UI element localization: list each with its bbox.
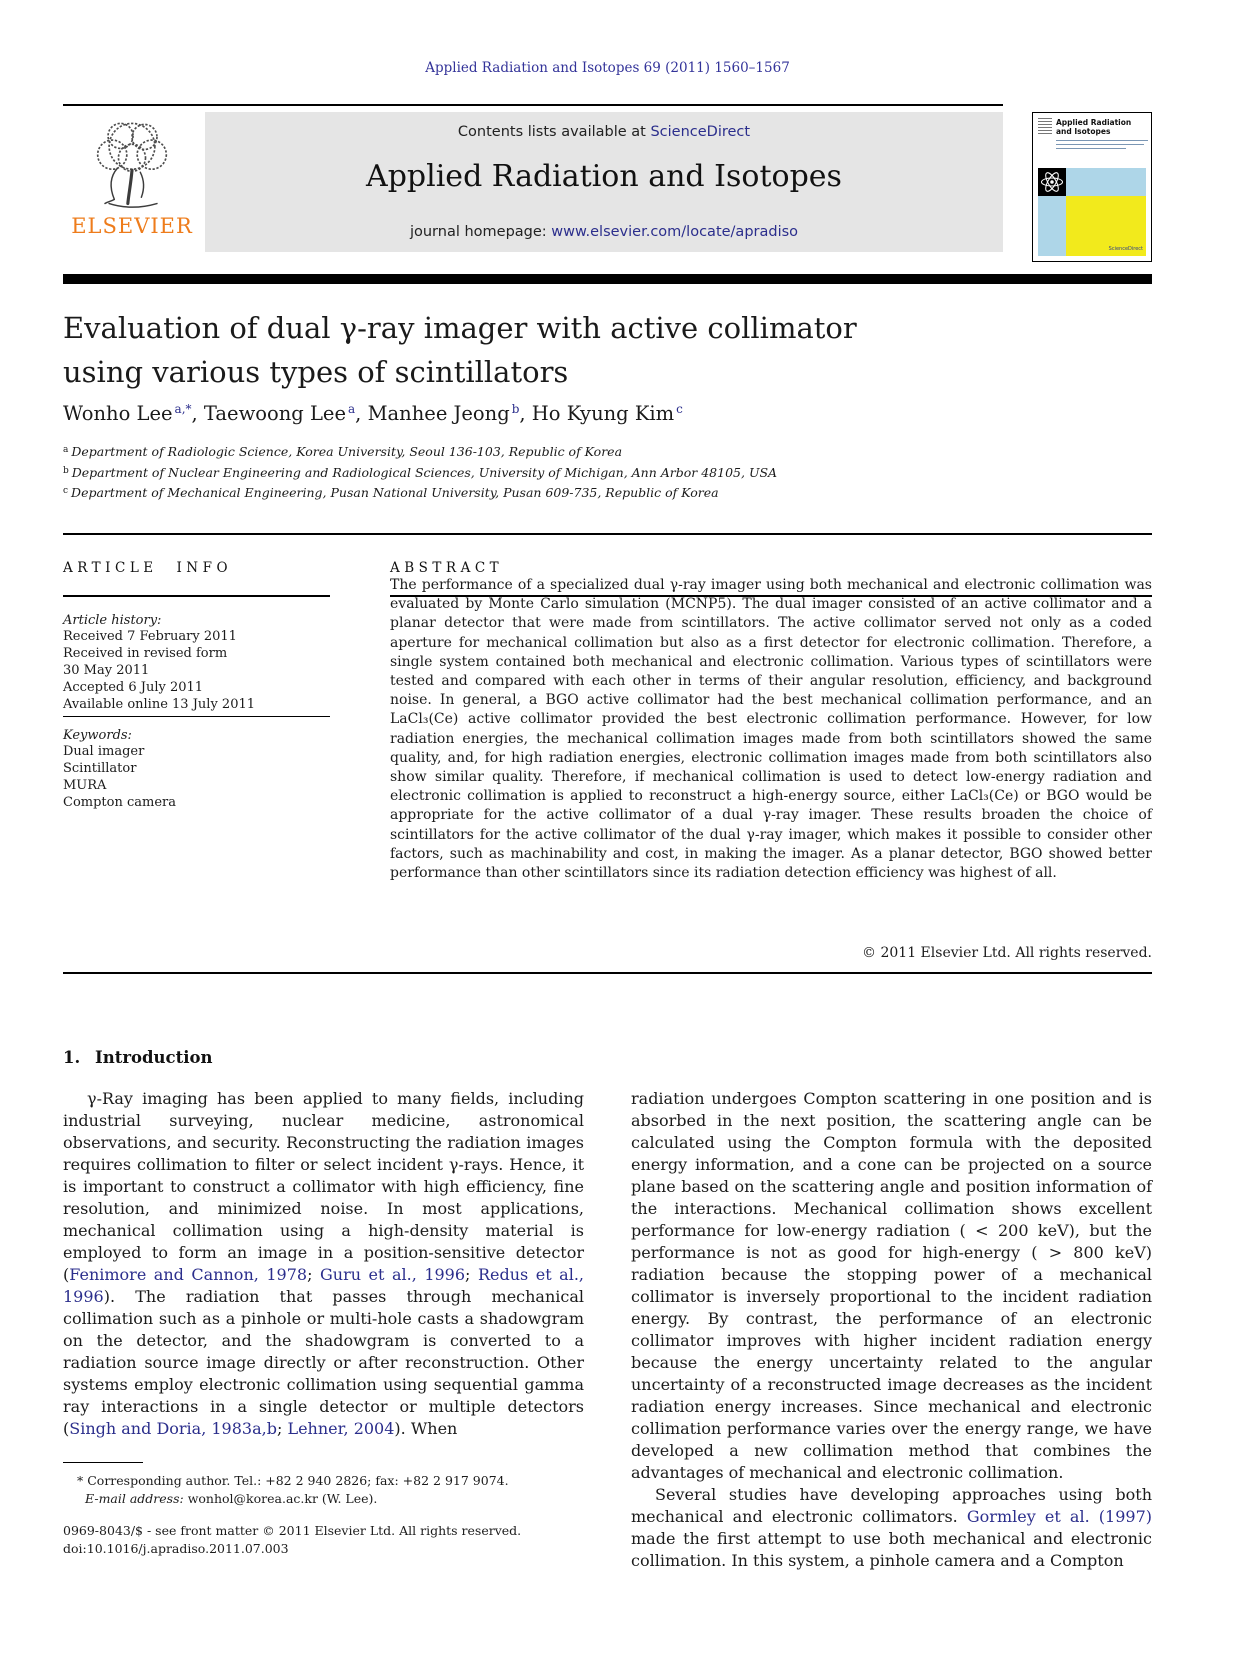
cover-subtext-line — [1056, 148, 1126, 149]
citation-link[interactable]: Gormley et al. (1997) — [966, 1507, 1152, 1526]
cover-yellow-block — [1066, 196, 1146, 256]
section-title: Introduction — [94, 1048, 213, 1067]
affiliation-sup: b — [63, 465, 69, 476]
paper-title-line2: using various types of scintillators — [63, 355, 569, 389]
text-segment: Several studies have developing approaches using both mechanical and electronic collimators. — [631, 1485, 1152, 1526]
journal-banner — [205, 112, 1003, 252]
history-line: 30 May 2011 — [63, 663, 150, 678]
keywords-list — [63, 743, 343, 811]
affiliation-item — [63, 484, 1063, 505]
cover-blue-band — [1066, 168, 1146, 196]
keyword-item: Scintillator — [63, 761, 137, 776]
author-affiliation-sup[interactable]: c — [676, 402, 683, 416]
keyword-item: MURA — [63, 778, 107, 793]
author-name: Wonho Lee — [63, 402, 173, 425]
affiliation-item — [63, 443, 1063, 464]
affiliation-sup: c — [63, 486, 69, 496]
front-matter-block — [63, 1522, 703, 1558]
text-segment: ; — [465, 1265, 478, 1284]
intro-paragraph: radiation undergoes Compton scattering in one position and is absorbed in the next position, the scattering angle can be calculated using the Compton formula with the deposited energy information, and a cone can be projected on a source plane based on the scattering angle and position information of the interactions. Mechanical collimation shows excellent performance for low-energy radiation ( < 200 keV), but the performance is not as good for high-energy ( > 800 keV) radiation because the stopping power of a mechanical collimator is inversely proportional to the incident radiation energy. By contrast, the performance of an electronic collimator improves with higher incident radiation energy because the energy uncertainty related to the angular uncertainty of a reconstructed image decreases as the incident radiation energy increases. Since mechanical and electronic collimation performance varies over the energy range, we have developed a new collimation method that combines the advantages of mechanical and electronic collimation. — [631, 1089, 1152, 1482]
article-history-lines — [63, 628, 343, 713]
header-top-rule — [63, 104, 1003, 106]
article-history — [63, 613, 343, 713]
affiliation-text: Department of Radiologic Science, Korea University, Seoul 136-103, Republic of Korea — [71, 444, 623, 459]
keywords-label: Keywords: — [63, 728, 132, 743]
cover-header — [1038, 118, 1146, 166]
corresponding-author-footnote — [63, 1472, 584, 1507]
header-black-bar — [63, 274, 1152, 284]
citation-link[interactable]: Redus et al., 1996 — [63, 1265, 585, 1306]
homepage-prefix: journal homepage: — [409, 224, 552, 240]
elsevier-logo — [63, 112, 201, 252]
keywords-block — [63, 728, 343, 811]
journal-cover-thumbnail[interactable] — [1032, 112, 1152, 262]
author-list — [63, 402, 1063, 425]
cover-blue-column — [1038, 196, 1066, 256]
paper-title — [63, 306, 1063, 394]
text-segment: made the first attempt to use both mechanical and electronic collimation. In this system, a pinhole camera and a Compton — [631, 1529, 1152, 1570]
info-block-bottom-rule — [63, 972, 1152, 974]
keyword-item: Dual imager — [63, 744, 145, 759]
affiliation-list — [63, 443, 1063, 505]
author-affiliation-sup[interactable]: a,* — [174, 402, 192, 416]
paper-title-line1: Evaluation of dual γ-ray imager with active collimator — [63, 311, 857, 345]
text-segment: ; — [276, 1419, 288, 1438]
doi-line: doi:10.1016/j.apradiso.2011.07.003 — [63, 1541, 289, 1556]
journal-title: Applied Radiation and Isotopes — [366, 159, 842, 194]
citation-link[interactable]: Fenimore and Cannon, 1978 — [69, 1265, 308, 1284]
citation-link[interactable]: Singh and Doria, 1983a,b — [69, 1419, 277, 1438]
intro-paragraph — [631, 1484, 1152, 1572]
article-history-label: Article history: — [63, 613, 162, 628]
cover-subtext-line — [1056, 140, 1148, 141]
cover-subtext-line — [1056, 144, 1144, 145]
affiliation-sup: a — [63, 445, 69, 455]
intro-paragraph — [63, 1088, 584, 1440]
abstract-copyright: © 2011 Elsevier Ltd. All rights reserved. — [862, 945, 1152, 961]
affiliation-item — [63, 464, 1063, 485]
text-segment: γ-Ray imaging has been applied to many fields, including industrial surveying, nuclear medicine, astronomical observations, and security. Reconstructing the radiation images requires collimation to filter or select incident γ-rays. Hence, it is important to construct a collimator with high efficiency, fine resolution, and minimized noise. In most applications, mechanical collimation using a high-density material is employed to form an image in a position-sensitive detector ( — [63, 1089, 584, 1284]
author-name: , Manhee Jeong — [355, 402, 510, 425]
issn-line: 0969-8043/$ - see front matter © 2011 Elsevier Ltd. All rights reserved. — [63, 1523, 522, 1538]
intro-right-column — [631, 1088, 1152, 1572]
footnote-email-line — [63, 1490, 584, 1508]
homepage-url-link[interactable]: www.elsevier.com/locate/apradiso — [551, 224, 799, 240]
abstract-heading: ABSTRACT — [390, 560, 504, 576]
email-label: E-mail address: — [85, 1490, 184, 1506]
journal-citation-header: Applied Radiation and Isotopes 69 (2011) 1560–1567 — [425, 60, 790, 76]
contents-prefix: Contents lists available at — [457, 124, 651, 140]
citation-link[interactable]: Guru et al., 1996 — [320, 1265, 466, 1284]
cover-mini-logo-icon — [1038, 118, 1052, 134]
article-history-bottom-rule — [63, 716, 330, 717]
affiliation-text: Department of Mechanical Engineering, Pusan National University, Pusan 609-735, Republic of Korea — [71, 485, 719, 500]
contents-line — [205, 124, 1003, 140]
cover-artwork — [1038, 168, 1146, 256]
intro-left-column — [63, 1088, 584, 1440]
keyword-item: Compton camera — [63, 795, 176, 810]
cover-sciencedirect-label: ScienceDirect — [1108, 246, 1143, 252]
article-info-heading-rule — [63, 595, 330, 597]
section-number: 1. — [63, 1048, 81, 1067]
section-heading-introduction — [63, 1048, 213, 1067]
footnote-line: * Corresponding author. Tel.: +82 2 940 2826; fax: +82 2 917 9074. — [77, 1473, 509, 1488]
history-line: Accepted 6 July 2011 — [63, 680, 204, 695]
affiliation-text: Department of Nuclear Engineering and Radiological Sciences, University of Michigan, Ann Arbor 48105, USA — [71, 464, 778, 480]
email-link[interactable]: wonhol@korea.ac.kr (W. Lee). — [183, 1490, 378, 1506]
atom-icon — [1038, 168, 1066, 196]
cover-title: Applied Radiation and Isotopes — [1056, 118, 1132, 136]
info-block-top-rule — [63, 533, 1152, 535]
author-name: , Ho Kyung Kim — [519, 402, 675, 425]
text-segment: ). When — [394, 1419, 458, 1438]
abstract-text: The performance of a specialized dual γ-ray imager using both mechanical and electronic collimation was evaluated by Monte Carlo simulation (MCNP5). The dual imager consisted of an active collimator and a planar detector that were made from scintillators. The active collimator served not only as a coded aperture for mechanical collimation but also as a first detector for electronic collimation. Therefore, a single system contained both mechanical and electronic collimation. Various types of scintillators were tested and compared with each other in terms of their angular resolution, efficiency, and background noise. In general, a BGO active collimator had the best mechanical collimation performance, and an LaCl₃(Ce) active collimator provided the best electronic collimation performance. However, for low radiation energies, the mechanical collimation images made from both scintillators showed the same quality, and, for high radiation energies, electronic collimation images made from both scintillators also show similar quality. Therefore, if mechanical collimation is used to detect low-energy radiation and electronic collimation is applied to reconstruct a high-energy source, either LaCl₃(Ce) or BGO would be appropriate for the active collimator of a dual γ-ray imager. These results broaden the choice of scintillators for the active collimator of the dual γ-ray imager, which makes it possible to consider other factors, such as machinability and cost, in making the imager. As a planar detector, BGO showed better performance than other scintillators since its radiation detection efficiency was highest of all. — [390, 577, 1152, 882]
author-affiliation-sup[interactable]: b — [511, 402, 520, 416]
text-segment: ; — [307, 1265, 320, 1284]
citation-link[interactable]: Lehner, 2004 — [287, 1419, 395, 1438]
history-line: Received 7 February 2011 — [63, 629, 237, 644]
elsevier-tree-icon — [63, 112, 201, 216]
text-segment: ). The radiation that passes through mechanical collimation such as a pinhole or multi-hole casts a shadowgram on the detector, and the shadowgram is converted to a radiation source image directly or after reconstruction. Other systems employ electronic collimation using sequential gamma ray interactions in a single detector or multiple detectors ( — [63, 1287, 584, 1438]
sciencedirect-link[interactable]: ScienceDirect — [650, 124, 751, 140]
history-line: Available online 13 July 2011 — [63, 697, 256, 712]
author-name: , Taewoong Lee — [191, 402, 347, 425]
author-affiliation-sup[interactable]: a — [348, 402, 356, 416]
homepage-line — [205, 224, 1003, 240]
article-info-heading: ARTICLE INFO — [63, 560, 233, 576]
history-line: Received in revised form — [63, 646, 228, 661]
elsevier-wordmark: ELSEVIER — [71, 214, 193, 238]
footnote-rule — [63, 1462, 143, 1463]
